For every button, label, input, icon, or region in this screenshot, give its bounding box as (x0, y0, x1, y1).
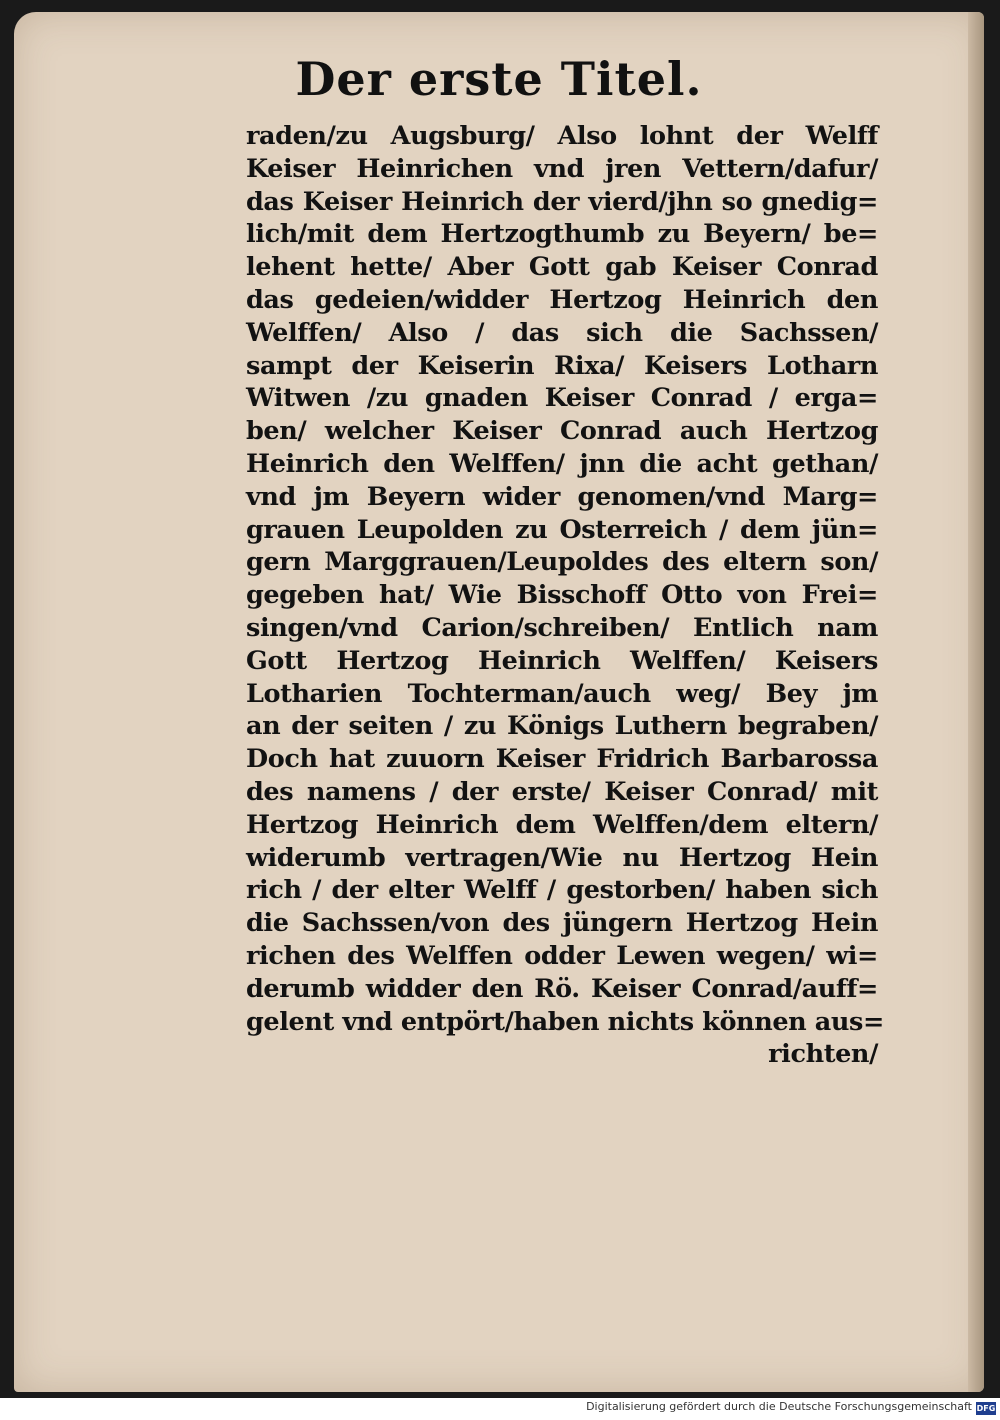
text-line: rich / der elter Welff / gestorben/ haben sich (246, 875, 878, 906)
text-line: vnd jm Beyern wider genomen/vnd Marg= (246, 481, 878, 512)
text-line: Welffen/ Also / das sich die Sachssen/ (246, 317, 878, 348)
text-line: raden/zu Augsburg/ Also lohnt der Welff (246, 121, 878, 151)
text-line: Keiser Heinrichen vnd jren Vettern/dafur/ (246, 153, 878, 184)
text-line: Heinrich den Welffen/ jnn die acht gethan/ (246, 448, 878, 479)
body-text (246, 120, 884, 1071)
text-line: an der seiten / zu Königs Luthern begraben/ (246, 711, 878, 742)
running-title: Der erste Titel. (295, 52, 703, 106)
text-line: richten/ (768, 1039, 878, 1070)
text-line: gern Marggrauen/Leupoldes des eltern son/ (246, 547, 878, 578)
text-line: gegeben hat/ Wie Bisschoff Otto von Frei= (246, 580, 878, 611)
text-line: Doch hat zuuorn Keiser Fridrich Barbarossa (246, 744, 878, 775)
text-line: ben/ welcher Keiser Conrad auch Hertzog (246, 416, 878, 447)
text-line: lehent hette/ Aber Gott gab Keiser Conrad (246, 252, 878, 283)
text-line: lich/mit dem Hertzogthumb zu Beyern/ be= (246, 219, 878, 250)
text-line: sampt der Keiserin Rixa/ Keisers Lotharn (246, 350, 878, 381)
text-line: das Keiser Heinrich der vierd/jhn so gnedig= (246, 186, 878, 217)
page-edge (968, 12, 984, 1392)
text-line: gelent vnd entpört/haben nichts können aus= (246, 1006, 884, 1037)
text-line: grauen Leupolden zu Osterreich / dem jün= (246, 514, 878, 545)
text-line: widerumb vertragen/Wie nu Hertzog Hein (246, 842, 878, 873)
text-line: das gedeien/widder Hertzog Heinrich den (246, 284, 878, 315)
dfg-logo-icon: DFG (976, 1404, 996, 1413)
text-line: singen/vnd Carion/schreiben/ Entlich nam (246, 612, 878, 643)
digitization-credit: Digitalisierung gefördert durch die Deutsche Forschungsgemeinschaft (586, 1400, 972, 1413)
text-line: Witwen /zu gnaden Keiser Conrad / erga= (246, 383, 878, 414)
text-line: Hertzog Heinrich dem Welffen/dem eltern/ (246, 809, 878, 840)
text-line: Gott Hertzog Heinrich Welffen/ Keisers (246, 645, 878, 676)
book-page (14, 12, 984, 1392)
text-line: derumb widder den Rö. Keiser Conrad/auff= (246, 973, 878, 1004)
text-line: richen des Welffen odder Lewen wegen/ wi= (246, 940, 878, 971)
text-line: des namens / der erste/ Keiser Conrad/ mit (246, 776, 878, 807)
footer-bar (0, 1398, 1000, 1420)
text-line: Lotharien Tochterman/auch weg/ Bey jm (246, 678, 878, 709)
text-line: die Sachssen/von des jüngern Hertzog Hein (246, 908, 878, 939)
